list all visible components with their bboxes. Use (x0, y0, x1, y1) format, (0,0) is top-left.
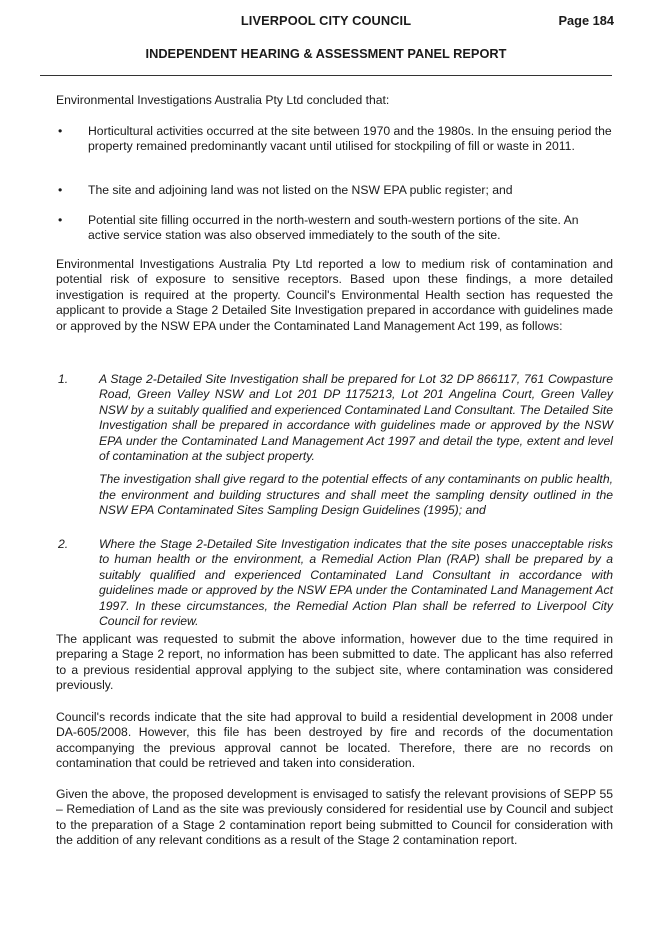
bullet-icon: • (58, 213, 63, 227)
page-number: Page 184 (558, 13, 614, 28)
risk-paragraph: Environmental Investigations Australia Pty Ltd reported a low to medium risk of contamination and potential risk of exposure to sensitive receptors. Based upon these findings, a more detailed investigation is required at the property. Council's Environmental Health section has requested the applicant to provide a Stage 2 Detailed Site Investigation prepared in accordance with guidelines made or approved by the NSW EPA under the Contaminated Land Management Act 199, as follows: (56, 257, 613, 333)
condition-text: Where the Stage 2-Detailed Site Investigation indicates that the site poses unacceptable risks to human health or the environment, a Remedial Action Plan (RAP) shall be prepared by a suitably qualified and experienced Contaminated Land Consultant in accordance with guidelines made or approved by the NSW EPA under the Contaminated Land Management Act 1997. In these circumstances, the Remedial Action Plan shall be referred to Liverpool City Council for review. (99, 537, 613, 629)
records-paragraph: Council's records indicate that the site had approval to build a residential development in 2008 under DA-605/2008. However, this file has been destroyed by fire and records of the documentation accompanying the previous approval cannot be located. Therefore, there are no records on contamination that could be retrieved and taken into consideration. (56, 710, 613, 771)
bullet-icon: • (58, 183, 63, 197)
applicant-paragraph: The applicant was requested to submit the above information, however due to the time required in preparing a Stage 2 report, no information has been submitted to date. The applicant has also referred to a previous residential approval applying to the subject site, where contamination was considered previously. (56, 632, 613, 693)
condition-item (56, 537, 613, 629)
council-name: LIVERPOOL CITY COUNCIL (240, 13, 412, 28)
condition-item (56, 372, 613, 519)
condition-text: The investigation shall give regard to the potential effects of any contaminants on public health, the environment and building structures and shall meet the sampling density outlined in the NSW EPA Contaminated Sites Sampling Design Guidelines (1995); and (99, 472, 613, 518)
condition-text: A Stage 2-Detailed Site Investigation shall be prepared for Lot 32 DP 866117, 761 Cowpasture Road, Green Valley NSW and Lot 201 DP 1175213, Lot 201 Angelina Court, Green Valley NSW by a suitably qualified and experienced Contaminated Land Consultant. The Detailed Site Investigation shall be prepared in accordance with guidelines made or approved by the NSW EPA under the Contaminated Land Management Act 1997 and detail the type, extent and level of contamination at the subject property. (99, 372, 613, 464)
list-item: • Horticultural activities occurred at the site between 1970 and the 1980s. In the ensuing period the property remained predominantly vacant until utilised for stockpiling of fill or waste in 2011. (58, 124, 612, 154)
condition-number: 2. (58, 537, 69, 551)
intro-paragraph: Environmental Investigations Australia Pty Ltd concluded that: (56, 93, 390, 107)
list-item: • Potential site filling occurred in the north-western and south-western portions of the site. An active service station was also observed immediately to the south of the site. (58, 213, 579, 243)
condition-number: 1. (58, 372, 69, 386)
header-divider (40, 75, 612, 76)
report-title: INDEPENDENT HEARING & ASSESSMENT PANEL REPORT (145, 46, 507, 61)
list-item: • The site and adjoining land was not listed on the NSW EPA public register; and (58, 183, 513, 197)
conclusion-paragraph: Given the above, the proposed development is envisaged to satisfy the relevant provisions of SEPP 55 – Remediation of Land as the site was previously considered for residential use by Council and subject to the preparation of a Stage 2 contamination report being submitted to Council for consideration with the addition of any relevant conditions as a result of the Stage 2 contamination report. (56, 787, 613, 848)
bullet-icon: • (58, 124, 63, 138)
